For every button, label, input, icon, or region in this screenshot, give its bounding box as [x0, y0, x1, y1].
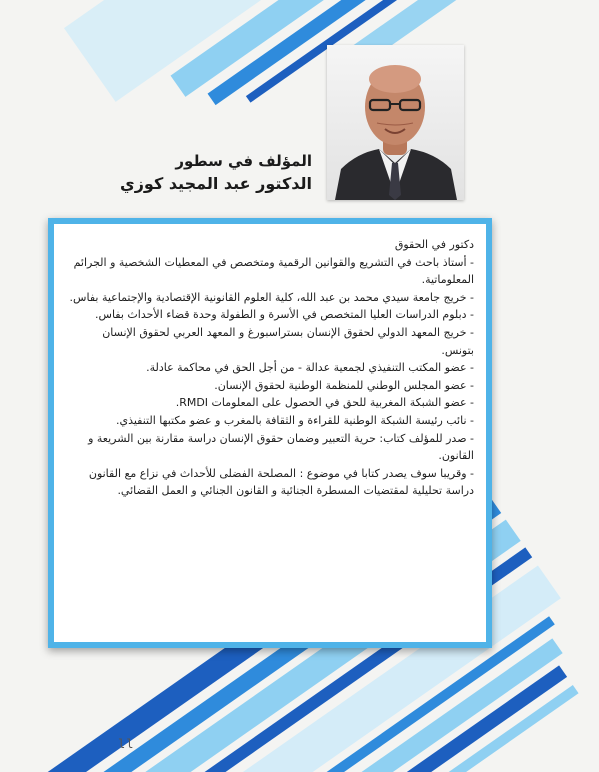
bio-item: - عضو المكتب التنفيذي لجمعية عدالة - من أجل الحق في محاكمة عادلة.: [146, 361, 474, 375]
bio-text: [68, 236, 474, 500]
bio-item: - خريج المعهد الدولي لحقوق الإنسان بستراسبورغ و المعهد العربي لحقوق الإنسان بتونس.: [102, 325, 474, 357]
bio-card: [48, 218, 492, 648]
bio-intro: دكتور في الحقوق: [394, 238, 474, 251]
bio-item: - أستاذ باحث في التشريع والقوانين الرقمية ومتخصص في المعطيات الشخصية و الجرائم المعلوماتية.: [73, 255, 474, 287]
bio-item: - عضو الشبكة المغربية للحق في الحصول على المعلومات RMDI.: [175, 396, 474, 410]
section-title: المؤلف في سطور: [175, 152, 312, 170]
bio-item: - عضو المجلس الوطني للمنظمة الوطنية لحقوق الإنسان.: [214, 378, 474, 392]
bio-item: - نائب رئيسة الشبكة الوطنية للقراءة و الثقافة بالمغرب و عضو مكتبها التنفيذي.: [115, 413, 474, 427]
page-number: ll: [118, 737, 135, 751]
author-photo: [327, 45, 464, 200]
bio-item: - وقريبا سوف يصدر كتابا في موضوع : المصلحة الفضلى للأحداث في نزاع مع القانون دراسة تحليلية لمقتضيات المسطرة الجنائية و القانون الجنائي و العمل القضائي.: [88, 466, 474, 498]
bio-item: - خريج جامعة سيدي محمد بن عبد الله، كلية العلوم القانونية الإقتصادية والإجتماعية بفاس.: [69, 290, 474, 304]
author-name: الدكتور عبد المجيد كوزي: [120, 174, 312, 193]
stripe-pale-top: [64, 0, 542, 102]
bio-item: - صدر للمؤلف كتاب: حرية التعبير وضمان حقوق الإنسان دراسة مقارنة بين الشريعة و القانون.: [88, 431, 474, 463]
author-heading: [100, 150, 312, 196]
bio-item: - دبلوم الدراسات العليا المتخصص في الأسرة و الطفولة وحدة قضاء الأحداث بفاس.: [95, 308, 474, 322]
